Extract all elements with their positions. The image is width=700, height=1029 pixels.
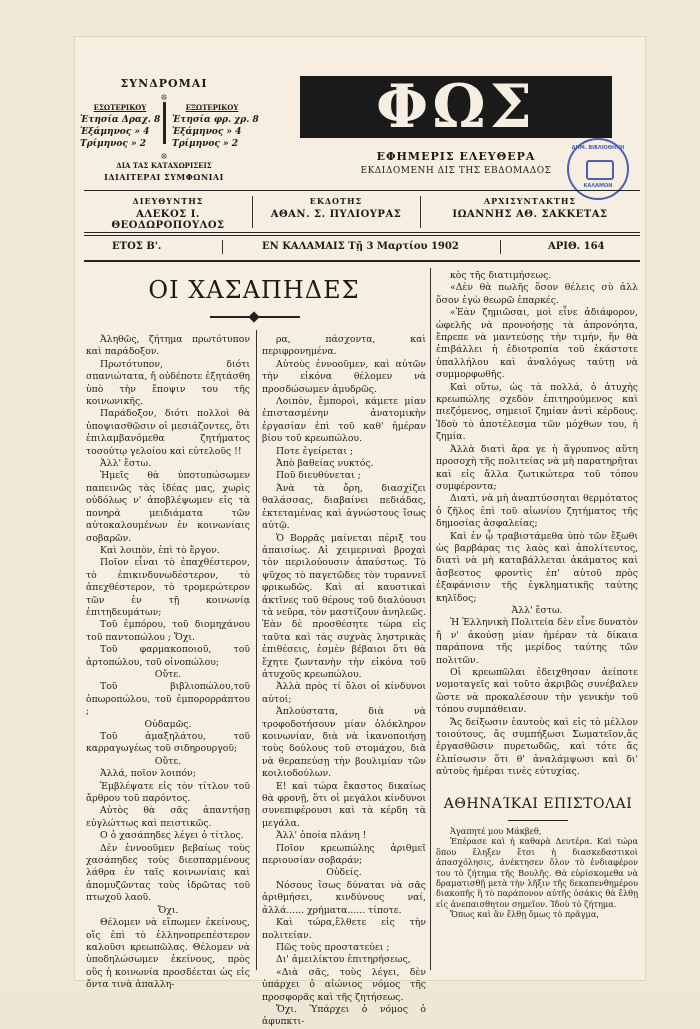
divider bbox=[84, 235, 640, 236]
section-title: ΑΘΗΝΑΊΚΑΙ ΕΠΙΣΤΟΛΑΙ bbox=[443, 796, 633, 812]
exterior-rates bbox=[172, 102, 259, 150]
newspaper-logo: ΦΩΣ bbox=[300, 76, 612, 138]
paragraph: Αὐτοὺς ἐννοοῦμεν, καὶ αὐτῶν τὴν εἰκόνα θέλομεν νὰ προσδώσωμεν ἀμυδρῶς. bbox=[262, 358, 426, 395]
masthead-subtitle: ΕΦΗΜΕΡΙΣ ΕΛΕΥΘΕΡΑ bbox=[376, 150, 536, 163]
paragraph: «Ἐὰν ζημιῶσαι, μοὶ εἶνε ἀδιάφορον, ὠφελῆς νὰ προνοήσῃς τὰ ἀπρονόητα, ἔπρεπε νὰ μαντεύσῃς τὴν τιμήν, ἥν θὰ ἐπιβάλλει ἡ ἑδιοτροπία τοῦ ἑκάστοτε ὑπαλλήλου καὶ ἀναλόγως ταύτῃ νὰ συμμορφωθῆς. bbox=[436, 307, 638, 381]
paragraph: Τοῦ ἐμπόρου, τοῦ διομηχάνου τοῦ παντοπώλου ; Ὄχι. bbox=[86, 619, 250, 643]
rates-divider bbox=[163, 102, 166, 144]
article-column-3 bbox=[436, 270, 638, 790]
paragraph: Τοῦ ἁμαξηλάτου, τοῦ καρραγωγέως τοῦ σιδηρουργοῦ; bbox=[86, 731, 250, 755]
paragraph: Αὐτὸς θὰ σᾶς ἀπαντήσῃ εὐγλώττως καὶ πειστικῶς. bbox=[86, 805, 250, 829]
issue-number: ΑΡΙΘ. 164 bbox=[548, 241, 605, 252]
subscriptions-title: ΣΥΝΔΡΟΜΑΙ bbox=[120, 77, 208, 90]
paragraph: Ἀλλὰ πρὸς τί ὅλοι οἱ κίνδυνοι αὐτοί; bbox=[262, 681, 426, 705]
stamp-text-bottom: ΚΑΛΑΜΩΝ bbox=[583, 183, 613, 189]
paragraph: Ἀνὰ τὰ ὄρη, διασχίζει θαλάσσας, διαβαίνει πεδιάδας, ἐκτεταμένας καὶ ἀγνώστους ἴσως αὐτῷ. bbox=[262, 482, 426, 532]
paragraph: Πρωτότυπον, διότι σπανιώτατα, ἤ οὐδέποτε ἐξητάσθη ὑπὸ τὴν ἔποψιν του τῆς κοινωνικῆς. bbox=[86, 358, 250, 408]
paragraph: Ἡ Ἑλληνικὴ Πολιτεία δὲν εἶνε δυνατὸν ἤ ν' ἀκούσῃ μίαν ἡμέραν τὰ δίκαια παράπονα τῆς μερίδος ταύτης τῶν πολιτῶν. bbox=[436, 617, 638, 666]
paragraph: Ποῖον εἶναι τὸ ἐπαχθέστερον, τὸ ἐπικινδυνωδέστερον, τὸ ἀπεχθέστερον, τὸ τρομερώτερον τῶν ἐν τῇ κοινωνίᾳ ἐπιτηδευμάτων; bbox=[86, 557, 250, 618]
paragraph: Καὶ τώρα,ἔλθετε εἰς τὴν πολιτείαν. bbox=[262, 917, 426, 941]
column-divider bbox=[430, 268, 431, 970]
paragraph: Οἱ κρεωπῶλαι ἐδειχθησαν ἀείποτε νομοταγεῖς καὶ τοῦτο ἀκριβῶς συνέβαλεν ὥστε νὰ προκαλέσουν τὴν γενικὴν τοῦ τόπου συμπάθειαν. bbox=[436, 667, 638, 716]
paragraph: Καὶ ἐν ᾧ τραβιστάμεθα ὑπὸ τῶν ἔξωθι ὡς βαρβάρας τις λαὸς καὶ ἀπολίτευτος, διατὶ νὰ μὴ καταβάλλεται ἀκάματος καὶ ἄσβεστος φροντὶς ἐπ' αὐτοῦ πρὸς ἐξαφάνισιν τῆς ἐγκληματικῆς ταύτης κηλῖδος; bbox=[436, 530, 638, 604]
interior-rate-row: Τρίμηνος » 2 bbox=[80, 139, 147, 149]
place-date: ΕΝ ΚΑΛΑΜΑΙΣ Τῇ 3 Μαρτίου 1902 bbox=[262, 241, 459, 252]
section-body bbox=[436, 826, 638, 972]
paragraph: Ἄς δείξωσιν ἑαυτοὺς καὶ εἰς τὸ μέλλον τοιούτους, ἄς συμπήξωσι Σωματεῖον,ἄς ἐργασθῶσιν πυρετωδῶς, καὶ τότε ἄς ἐλπίσωσιν ὅτι θ' ἀναλάμψωσι καὶ δι' αὐτοὺς ἡμέραι τινὲς εὐτυχίας. bbox=[436, 716, 638, 778]
exterior-header: ΕΞΩΤΕΡΙΚΟΥ bbox=[185, 103, 239, 112]
paragraph: Ποτε ἐγείρεται ; bbox=[276, 445, 354, 457]
paragraph: Ε! καὶ τώρα ἕκαστος δικαίως θὰ φρονῇ, ὅτι οἱ μεγάλοι κίνδυνοι συνεπιφέρουσι καὶ τὰ κέρδη τὰ μεγάλα. bbox=[262, 780, 426, 829]
paragraph: Ὄχι. bbox=[157, 904, 179, 916]
divider bbox=[84, 232, 640, 233]
paragraph: Ἐμβλέψατε εἰς τὸν τίτλον τοῦ ἄρθρου τοῦ παρόντος. bbox=[86, 780, 250, 805]
paragraph: Οὔτε. bbox=[154, 668, 182, 680]
paragraph: Ποῦ διευθύνεται ; bbox=[276, 470, 361, 482]
section-ornament bbox=[508, 820, 568, 821]
article-column-1 bbox=[86, 334, 250, 991]
paragraph: Δι' ἀμειλίκτου ἐπιτηρήσεως, bbox=[276, 954, 411, 966]
paragraph: Δὲν ἐννοοῦμεν βεβαίως τοὺς χασάπηδες τοὺς διεσπαρμένους λάθρα ἐν ταῖς κοινωνίαις καὶ ἀπομυζῶντας τοὺς ἱδρῶτας τοῦ πτωχοῦ λαοῦ. bbox=[86, 842, 250, 904]
dateline-divider bbox=[222, 240, 223, 254]
paragraph: Ποῖον κρεωπώλης ἀριθμεῖ περιουσίαν σοβαράν; bbox=[262, 842, 426, 867]
paragraph: «Δὲν θὰ πωλῆς ὅσον θέλεις σὺ ἀλλ ὅσον ἐγὼ θεωρῶ ἐπαρκές. bbox=[436, 282, 638, 306]
exterior-rate-row: Ἐτησία φρ. χρ. 8 bbox=[172, 115, 259, 125]
ads-note: ΔΙΑ ΤΑΣ ΚΑΤΑΧΩΡΙΣΕΙΣ bbox=[116, 161, 212, 170]
paragraph: Τοῦ φαρμακοποιοῦ, τοῦ ἀρτοπώλου, τοῦ οἰνοπώλου; bbox=[86, 644, 250, 668]
subscriptions-box bbox=[80, 77, 259, 190]
paragraph: Ἐπέρασε καὶ ἡ καθαρὰ Δευτέρα. Καὶ τώρα ὅπου ἔληξεν ἔτσι ἡ διασκεδαστικοὶ ἀπασχόλησις, ἀνέκτησεν ὅλον τὸ ἐνδιαφέρον του τὸ ζήτημα τῆς Βουλῆς. Θὰ εὑρίσκομεθα νὰ δραματισθῇ μετὰ τὴν λῆξιν τῆς δεκαπενθημέρου διακοπῆς ἢ τὸ παράπονον αὐτῆς ὁσάκις θὰ ἔλθῃ εἰς ἀνεπαισθητον σημεῖον. Ἰδοὺ τὸ ζήτημα. bbox=[436, 836, 638, 909]
staff-publisher bbox=[252, 196, 420, 220]
ornament: ❊ bbox=[160, 93, 168, 102]
paragraph: Ἀληθῶς, ζήτημα πρωτότυπον καὶ παράδοξον. bbox=[86, 334, 250, 358]
stamp-text-top: ΔΗΜ. ΒΙΒΛΙΟΘΗΚΗ bbox=[571, 145, 625, 151]
paragraph: Ο ὁ χασάπηδες λέγει ὁ τίτλος. bbox=[100, 830, 244, 842]
dateline-divider bbox=[500, 240, 501, 254]
interior-rates bbox=[80, 102, 160, 150]
paragraph: Πῶς τοὺς προστατεύει ; bbox=[276, 941, 390, 953]
paragraph: Οὐδαμῶς. bbox=[144, 718, 192, 730]
ads-terms: ΙΔΙΑΙΤΕΡΑΙ ΣΥΜΦΩΝΙΑΙ bbox=[104, 172, 224, 182]
paragraph: Παράδοξον, διότι πολλοὶ θὰ ὑποψιασθῶσιν οἱ μεσιάζοντες, ὅτι ἐπιλαμβανόμεθα ζητήματος τοσούτῳ γελοίου καὶ εὐτελοῦς !! bbox=[86, 408, 250, 457]
paragraph: Ὄχι. Ὑπάρχει ὁ νόμος ὁ ἀφυπκτι- bbox=[262, 1003, 426, 1028]
interior-rate-row: Ἐτησία Δραχ. 8 bbox=[80, 115, 161, 125]
interior-header: ΕΣΩΤΕΡΙΚΟΥ bbox=[93, 103, 147, 112]
volume-year: ΕΤΟΣ Β'. bbox=[112, 241, 162, 252]
paragraph: Ἀγαπητέ μου Μάκβεθ, bbox=[450, 826, 542, 836]
paragraph: «Διὰ σᾶς, τοὺς λέγει, δὲν ὑπάρχει ὁ αἰώνιος νόμος τῆς προσφορᾶς καὶ τῆς ζητήσεως. bbox=[262, 966, 426, 1003]
paragraph: Ἀπὸ βαθείας νυκτός. bbox=[276, 458, 374, 470]
divider bbox=[84, 260, 640, 262]
staff-editor bbox=[420, 196, 640, 220]
column-divider bbox=[256, 330, 257, 970]
staff-role: ΑΡΧΙΣΥΝΤΑΚΤΗΣ bbox=[483, 196, 577, 206]
divider bbox=[84, 190, 640, 191]
paragraph: Οὐδείς. bbox=[326, 867, 362, 879]
paragraph: Ὅπως καὶ ἂν ἔλθῃ ὅμως τὸ πρᾶγμα, bbox=[450, 909, 599, 920]
staff-name: ΑΛΕΚΟΣ Ι. ΘΕΟΔΩΡΟΠΟΥΛΟΣ bbox=[111, 209, 225, 231]
article-column-2 bbox=[262, 334, 426, 1028]
paragraph: Ἡμεῖς θὰ ὑποτυπώσωμεν παπεινῶς τὰς ἰδέας μας, χωρὶς οὐδόλως ν' ἀποβλέψωμεν εἰς τὰ πονηρὰ μειδιάματα τῶν αὐτοκαλουμένων ἐν κοινωνίαις σοβαρῶν. bbox=[86, 470, 250, 544]
paragraph: Λοιπὸν, ἔμποροὶ, κάμετε μίαν ἐπιστασμένην ἀνατομικὴν ἐργασίαν ἐπὶ τοῦ καθ' ἡμέραν βίου τοῦ κρεωπώλου. bbox=[262, 396, 426, 445]
paragraph: Ἁπλούστατα, διὰ νὰ τροφοδοτήσουν μίαν ὁλόκληρον κοινωνίαν, διὰ νὰ ἱκανοποιήσῃ τοὺς δούλους τοῦ στομάχου, διὰ νὰ θεραπεύσῃ τὴν βουλιμίαν τῶν κοιλιοδούλων. bbox=[262, 706, 426, 780]
paragraph: Ἀλλὰ διατὶ ἄρα γε ἡ ἄγρυπνος αὕτη προσοχὴ τῆς πολιτείας νὰ μὴ παρατηρῆται καὶ εἰς ἄλλα ζωτικώτερα τοῦ τόπου συμφέροντα; bbox=[436, 443, 638, 492]
exterior-rate-row: Τρίμηνος » 2 bbox=[172, 139, 239, 149]
paragraph: Ἀλλά, ποῖον λοιπόν; bbox=[100, 768, 196, 780]
ornament: ❊ bbox=[160, 152, 168, 161]
paragraph: Ὁ Βορρᾶς μαίνεται πέριξ του ἀπαισίως. Αἱ χειμεριναὶ βροχαὶ τὸν περιλούουσιν ἀπαύστως. Τὸ ψῦχος τὸ παγετῶδες τὸν τυραννεῖ φρικωδῶς. Καὶ αἱ καυστικαὶ ἀκτῖνες τοῦ θέρους τοῦ διαλύουσι τὰ νεῦρα, τὸν μαστίζουν ἀνηλεῶς. Ἐὰν δὲ προσθέσητε τώρα εἰς ταῦτα καὶ τὰς συχνὰς ληστρικὰς ἐπιθέσεις, ἐσμὲν βέβαιοι ὅτι θὰ ἔχητε ζωντανὴν τὴν εἰκόνα τοῦ ἀτυχοῦς κρεωπώλου. bbox=[262, 532, 426, 680]
staff-name: ΙΩΑΝΝΗΣ ΑΘ. ΣΑΚΚΕΤΑΣ bbox=[452, 209, 608, 220]
paragraph: Ἀλλ' ὁποία πλάνη ! bbox=[276, 830, 367, 842]
paragraph: Οὔτε. bbox=[154, 755, 182, 767]
staff-director bbox=[84, 196, 252, 231]
exterior-rate-row: Ἑξάμηνος » 4 bbox=[172, 127, 242, 137]
paragraph: Τοῦ βιβλιοπώλου,τοῦ ὀπωροπώλου, τοῦ ἐμπορορράπτου ; bbox=[86, 681, 250, 718]
paragraph: Διατὶ, νὰ μὴ ἀναπτύσσηται θερμότατος ὁ ζῆλος ἐπὶ τοῦ αἰωνίου ζητήματος τῆς δημοσίας ἀσφαλείας; bbox=[436, 493, 638, 530]
article-headline: ΟΙ ΧΑΣΑΠΗΔΕΣ bbox=[148, 276, 360, 304]
paragraph: Θέλομεν νὰ εἴπωμεν ἐκείνους, οἵς ἐπὶ τὸ ἑλληνοπρεπέστερον καλοῦσι κρεωπῶλας. Θέλομεν νὰ ὑποδηλώσωμεν ἐκείνους, πρὸς οὓς ἡ κοινωνία προσδέεται ὡς εἰς ὄντα τινὰ ἀπαλλη- bbox=[86, 917, 250, 991]
paragraph: Καὶ λοιπὸν, ἐπὶ τὸ ἔργον. bbox=[100, 544, 220, 556]
paragraph: Καὶ οὕτω, ὡς τὰ πολλά, ὁ ἀτυχὴς κρεωπώλης σχεδὸν ἐπιτηρούμενος καὶ πιεζόμενος, σημειοῖ ζημίαν ἀντὶ κέρδους. Ἰδοὺ τὸ ἀποτέλεσμα τῶν μόχθων του, ἡ ζημία. bbox=[436, 381, 638, 443]
staff-name: ΑΘΑΝ. Σ. ΠΥΛΙΟΥΡΑΣ bbox=[270, 209, 402, 220]
headline-ornament bbox=[210, 316, 300, 318]
paragraph: κὸς τῆς διατιμήσεως. bbox=[450, 270, 552, 281]
book-icon bbox=[586, 160, 614, 180]
staff-role: ΔΙΕΥΘΥΝΤΗΣ bbox=[132, 196, 204, 206]
paragraph: Ἀλλ' ἔστω. bbox=[100, 458, 152, 470]
interior-rate-row: Ἑξάμηνος » 4 bbox=[80, 127, 150, 137]
paragraph: Ἀλλ' ἔστω. bbox=[511, 604, 563, 616]
staff-role: ΕΚΔΟΤΗΣ bbox=[309, 196, 363, 206]
masthead-frequency: ΕΚΔΙΔΟΜΕΝΗ ΔΙΣ ΤΗΣ ΕΒΔΟΜΑΔΟΣ bbox=[360, 166, 552, 176]
paragraph: ρα, πάσχοντα, καὶ περιφρονημένα. bbox=[262, 334, 426, 358]
paragraph: Νόσους ἴσως δύναται νὰ σᾶς ἀριθμήσει, κινδύνους ναί, ἀλλά...... χρήματα...... τίποτε. bbox=[262, 879, 426, 916]
